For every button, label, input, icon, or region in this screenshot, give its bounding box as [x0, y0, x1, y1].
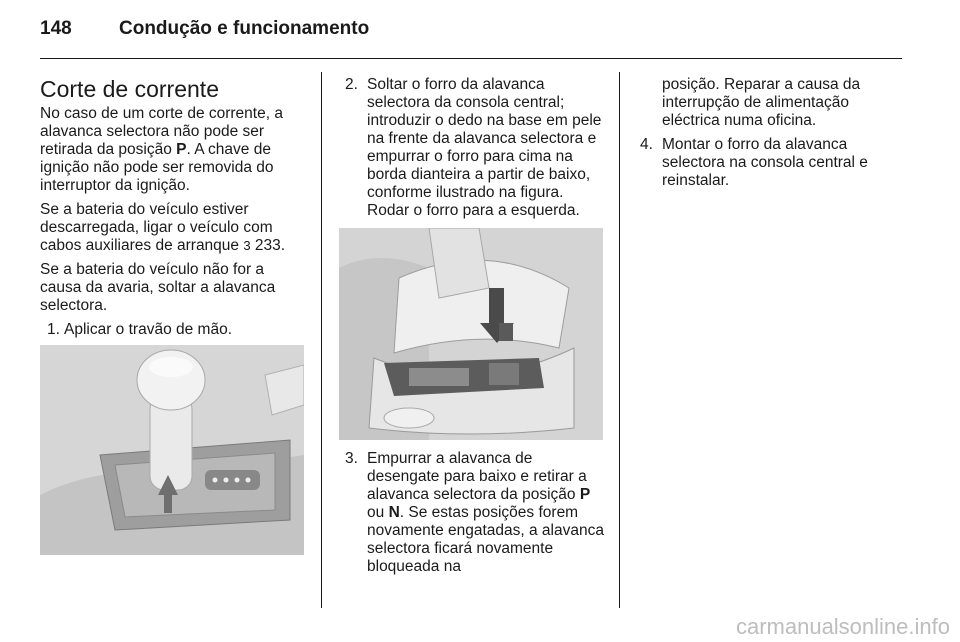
header-rule — [40, 58, 902, 59]
paragraph-battery — [40, 201, 306, 255]
text: . Se estas posições forem novamente engatadas, a alavanca selectora ficará novamente bloqueada na — [367, 504, 604, 575]
step-text: Aplicar o travão de mão. — [64, 321, 233, 338]
step-number: 2. — [345, 76, 358, 93]
position-label: N — [388, 504, 400, 521]
step-number: 4. — [640, 136, 653, 153]
position-label: P — [579, 486, 591, 503]
gear-lever-illustration — [40, 345, 304, 555]
step-3-continuation — [634, 76, 902, 130]
step-text: Montar o forro da alavanca selectora na consola central e reinstalar. — [662, 136, 868, 189]
column-2 — [339, 76, 605, 582]
paragraph-release: Se a bateria do veículo não for a causa da avaria, soltar a alavanca selectora. — [40, 261, 276, 314]
section-title: Corte de corrente — [40, 76, 219, 102]
step-3 — [339, 450, 605, 576]
text: Empurrar a alavanca de desengate para baixo e retirar a alavanca selectora da posição — [367, 450, 587, 503]
column-divider-1 — [321, 72, 322, 608]
step-text: posição. Reparar a causa da interrupção de alimentação eléctrica numa oficina. — [662, 76, 861, 129]
chapter-title: Condução e funcionamento — [119, 18, 370, 39]
step-text: Soltar o forro da alavanca selectora da consola central; introduzir o dedo na base em pele na frente da alavanca selectora e empurrar o forro para cima na borda dianteira a partir de baixo, conforme ilustrado na figura. Rodar o forro para a esquerda. — [367, 76, 602, 219]
column-1 — [40, 76, 306, 565]
text: Se a bateria do veículo estiver descarregada, ligar o veículo com cabos auxiliares de arranque — [40, 201, 273, 254]
step-number: 3. — [345, 450, 358, 467]
reference-arrow-icon: 3 — [243, 238, 251, 253]
reference-page: 233. — [250, 237, 286, 254]
step-4 — [634, 136, 902, 190]
step-text — [367, 450, 604, 575]
text: . A chave de ignição não pode ser removida do interruptor da ignição. — [40, 141, 274, 194]
text: No caso de um corte de corrente, a alavanca selectora não pode ser retirada da posição — [40, 105, 283, 158]
column-3 — [634, 76, 902, 196]
text: ou — [367, 504, 389, 521]
step-number: 1. — [47, 321, 60, 338]
selector-trim-illustration — [339, 228, 603, 440]
column-divider-2 — [619, 72, 620, 608]
page-reference-link[interactable] — [243, 237, 285, 254]
paragraph-power-cut — [40, 105, 306, 195]
step-1 — [40, 321, 306, 339]
step-2 — [339, 76, 605, 220]
position-label: P — [176, 141, 187, 158]
page-number: 148 — [40, 18, 72, 39]
watermark: carmanualsonline.info — [735, 614, 950, 639]
